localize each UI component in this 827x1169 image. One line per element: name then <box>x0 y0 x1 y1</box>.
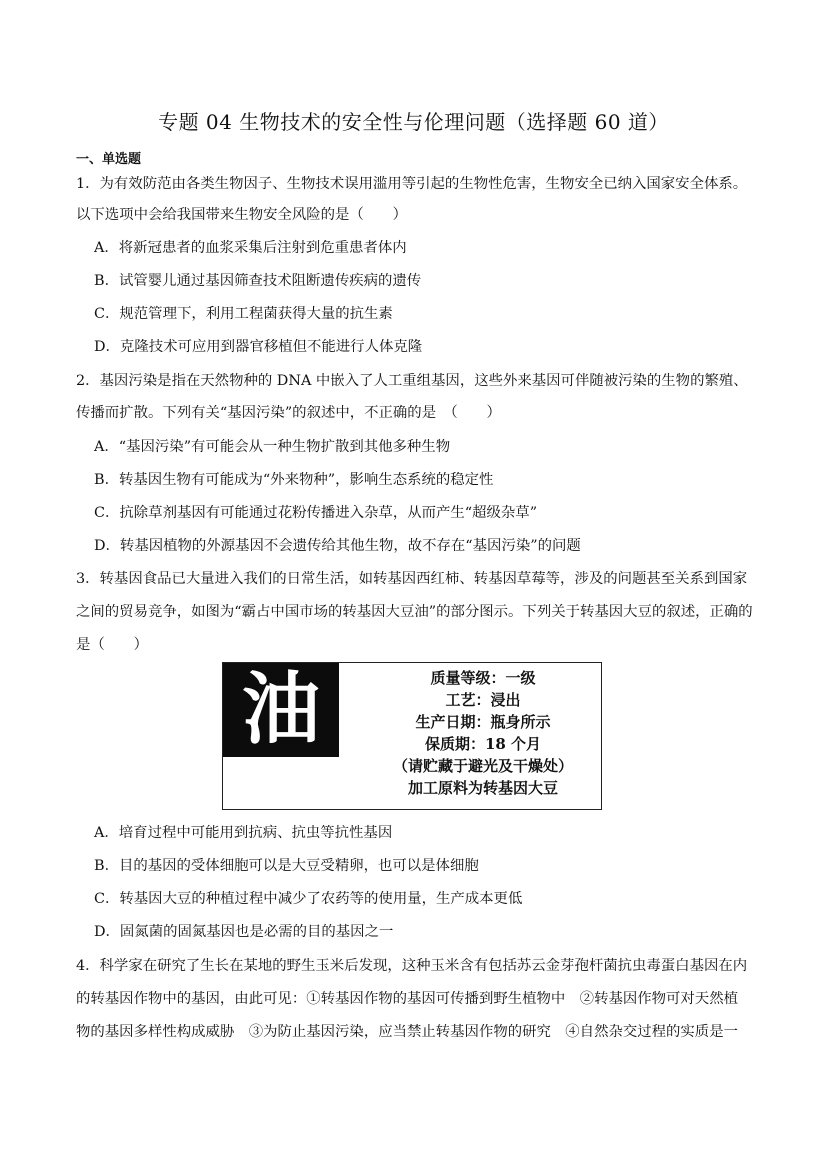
question-4-stem-line-1: 4．科学家在研究了生长在某地的野生玉米后发现，这种玉米含有包括苏云金芽孢杆菌抗虫毒蛋白基因在内 <box>76 958 748 974</box>
question-4-stem-line-3: 物的基因多样性构成威胁 ③为防止基因污染，应当禁止转基因作物的研究 ④自然杂交过程的实质是一 <box>76 1024 738 1040</box>
question-2-option-a: A．“基因污染”有可能会从一种生物扩散到其他多种生物 <box>94 439 451 455</box>
question-3-option-b: B．目的基因的受体细胞可以是大豆受精卵，也可以是体细胞 <box>94 858 479 874</box>
oil-glyph-block: 油 <box>223 663 339 757</box>
label-line-storage: （请贮藏于避光及干燥处） <box>392 757 573 775</box>
page-title: 专题 04 生物技术的安全性与伦理问题（选择题 60 道） <box>158 110 669 134</box>
label-line-process: 工艺：浸出 <box>445 691 521 709</box>
question-3-stem-line-1: 3．转基因食品已大量进入我们的日常生活，如转基因西红柿、转基因草莓等，涉及的问题甚至关系到国家 <box>76 571 748 587</box>
question-2-option-b: B．转基因生物有可能成为“外来物种”，影响生态系统的稳定性 <box>94 472 494 488</box>
question-3-stem-line-2: 之间的贸易竞争，如图为“霸占中国市场的转基因大豆油”的部分图示。下列关于转基因大豆的叙述，正确的 <box>76 604 753 620</box>
label-line-grade: 质量等级：一级 <box>430 669 536 687</box>
question-1-option-b: B．试管婴儿通过基因筛查技术阻断遗传疾病的遗传 <box>94 273 422 289</box>
question-1-stem-line-2: 以下选项中会给我国带来生物安全风险的是（ ） <box>76 207 407 223</box>
question-2-option-d: D．转基因植物的外源基因不会遗传给其他生物，故不存在“基因污染”的问题 <box>94 538 581 554</box>
oil-label-figure <box>222 662 602 810</box>
question-1-option-c: C．规范管理下，利用工程菌获得大量的抗生素 <box>94 306 393 322</box>
oil-label-text <box>373 667 593 799</box>
question-3-option-a: A．培育过程中可能用到抗病、抗虫等抗性基因 <box>94 825 393 841</box>
section-heading: 一、单选题 <box>76 152 142 167</box>
question-3-option-c: C．转基因大豆的种植过程中减少了农药等的使用量，生产成本更低 <box>94 891 523 907</box>
question-3-stem-line-3: 是（ ） <box>76 637 148 653</box>
question-1-stem-line-1: 1．为有效防范由各类生物因子、生物技术误用滥用等引起的生物性危害，生物安全已纳入国家安全体系。 <box>76 176 748 192</box>
question-2-stem-line-2: 传播而扩散。下列有关“基因污染”的叙述中，不正确的是 （ ） <box>76 405 501 421</box>
question-1-option-a: A．将新冠患者的血浆采集后注射到危重患者体内 <box>94 240 407 256</box>
label-line-raw-material: 加工原料为转基因大豆 <box>407 779 558 797</box>
label-line-production-date: 生产日期：瓶身所示 <box>415 713 551 731</box>
question-2-option-c: C．抗除草剂基因有可能通过花粉传播进入杂草，从而产生“超级杂草” <box>94 505 538 521</box>
question-3-option-d: D．固氮菌的固氮基因也是必需的目的基因之一 <box>94 924 394 940</box>
question-4-stem-line-2: 的转基因作物中的基因，由此可见：①转基因作物的基因可传播到野生植物中 ②转基因作物可对天然植 <box>76 991 738 1007</box>
question-1-option-d: D．克隆技术可应用到器官移植但不能进行人体克隆 <box>94 339 423 355</box>
label-line-shelf-life: 保质期：18 个月 <box>424 735 542 753</box>
question-2-stem-line-1: 2．基因污染是指在天然物种的 DNA 中嵌入了人工重组基因，这些外来基因可伴随被污染的生物的繁殖、 <box>76 373 748 389</box>
